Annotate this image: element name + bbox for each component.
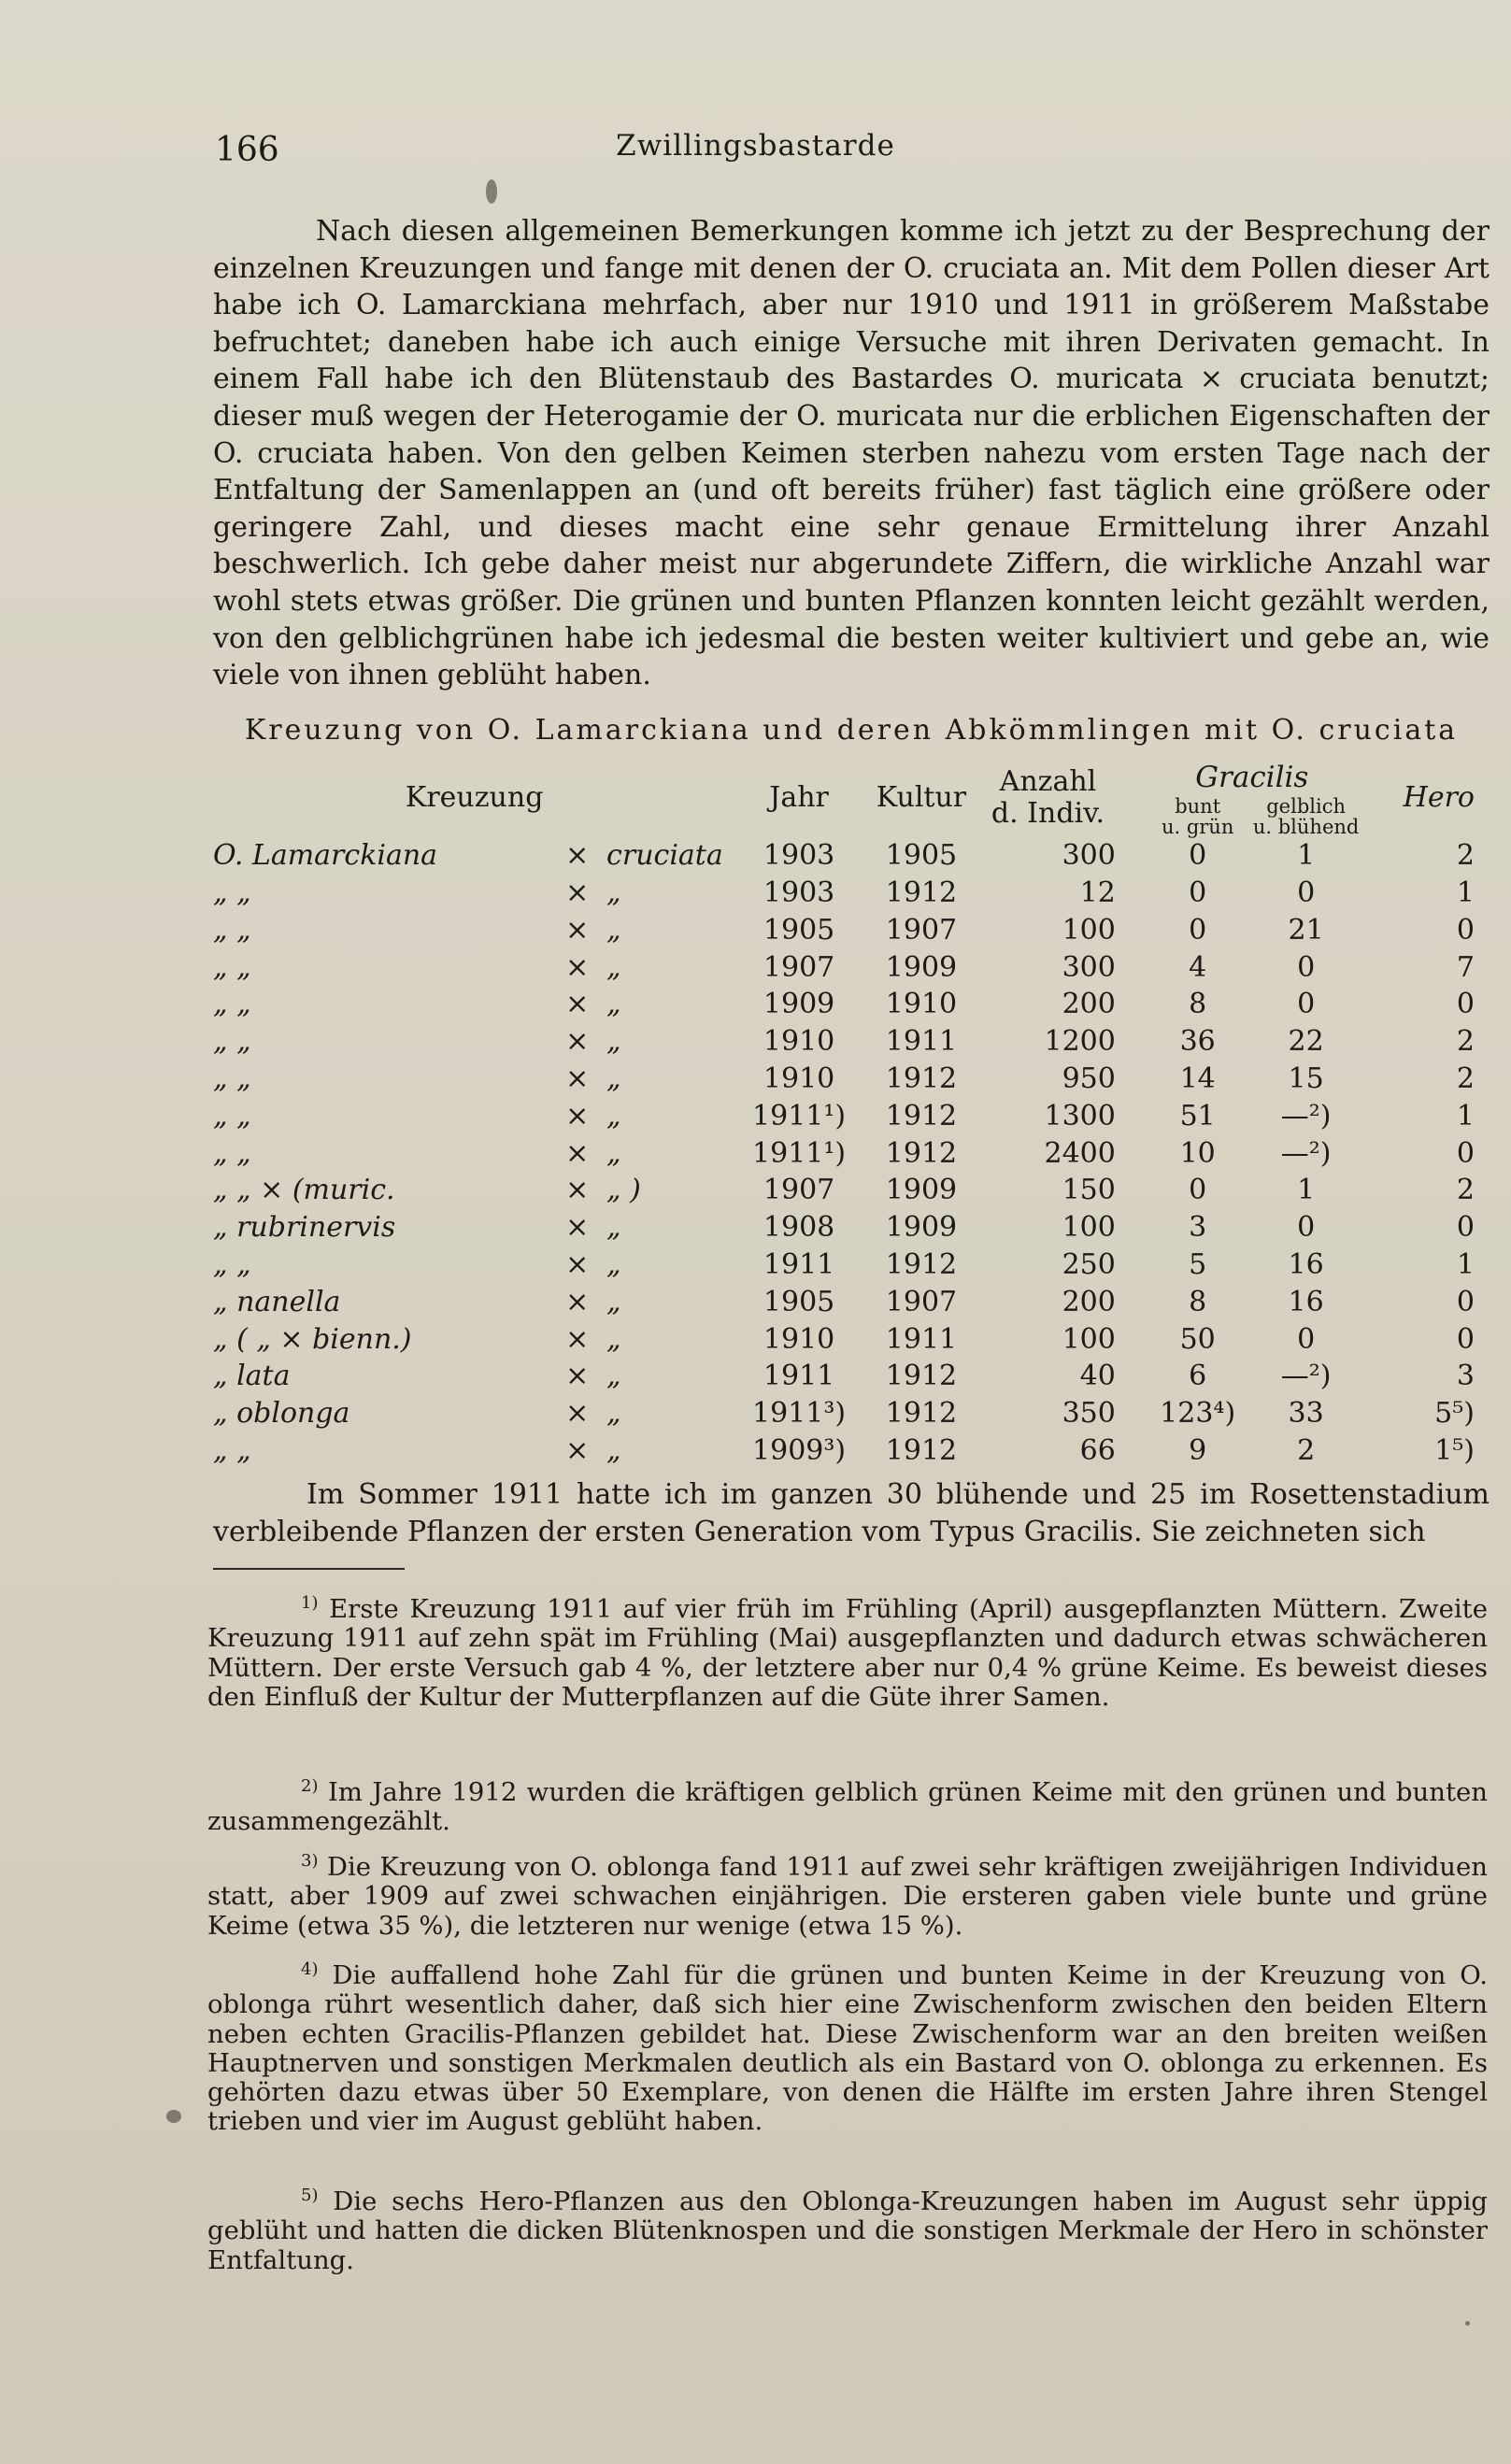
cell-jahr: 1909³) bbox=[752, 1433, 847, 1467]
cell-hero: 3 bbox=[1456, 1360, 1475, 1393]
cell-anzahl: 250 bbox=[1062, 1247, 1116, 1281]
cell-pollen: „ bbox=[606, 1061, 621, 1095]
cell-anzahl: 100 bbox=[1062, 913, 1116, 947]
cell-pollen: „ bbox=[606, 1025, 621, 1059]
cell-hero: 1 bbox=[1456, 876, 1475, 909]
cell-gelblich: 1 bbox=[1297, 839, 1316, 873]
cell-anzahl: 100 bbox=[1062, 1322, 1116, 1356]
cell-gelblich: 0 bbox=[1297, 876, 1316, 909]
cell-gelblich: —²) bbox=[1280, 1099, 1332, 1132]
cell-anzahl: 12 bbox=[1079, 876, 1116, 909]
cell-cross: × bbox=[565, 988, 590, 1021]
cell-bunt: 14 bbox=[1179, 1061, 1216, 1095]
cell-mother: „ nanella bbox=[213, 1285, 341, 1318]
cell-pollen: „ ) bbox=[606, 1174, 641, 1207]
table-row bbox=[213, 1246, 1486, 1284]
cell-gelblich: 33 bbox=[1288, 1397, 1324, 1431]
cell-hero: 1 bbox=[1456, 1247, 1475, 1281]
header-gracilis: Gracilis bbox=[1195, 760, 1309, 794]
table-header-row-1 bbox=[213, 759, 1486, 796]
cell-anzahl: 2400 bbox=[1044, 1136, 1116, 1170]
cell-anzahl: 1300 bbox=[1044, 1099, 1116, 1132]
cell-mother: „ „ bbox=[213, 988, 251, 1021]
cell-pollen: „ bbox=[606, 1322, 621, 1356]
ink-speck bbox=[486, 179, 497, 204]
footnote-text: Die sechs Hero-Pflanzen aus den Oblonga-Kreuzungen haben im August sehr üppig geblüht und hatten die dicken Blütenknospen und die sonstigen Merkmale der Hero in schönster Entfaltung. bbox=[207, 2186, 1488, 2275]
cell-jahr: 1908 bbox=[763, 1211, 835, 1245]
cell-cross: × bbox=[565, 1247, 590, 1281]
cell-cross: × bbox=[565, 1025, 590, 1059]
cell-hero: 2 bbox=[1456, 1061, 1475, 1095]
cell-gelblich: 15 bbox=[1288, 1061, 1324, 1095]
cell-mother: „ „ bbox=[213, 876, 251, 909]
cell-hero: 2 bbox=[1456, 1174, 1475, 1207]
cell-bunt: 51 bbox=[1179, 1099, 1216, 1132]
cell-jahr: 1905 bbox=[763, 913, 835, 947]
cell-mother: „ oblonga bbox=[213, 1397, 350, 1431]
cell-jahr: 1910 bbox=[763, 1061, 835, 1095]
footnote-rule bbox=[213, 1568, 405, 1570]
cell-bunt: 0 bbox=[1189, 839, 1207, 873]
cell-jahr: 1911 bbox=[763, 1247, 835, 1281]
cell-bunt: 9 bbox=[1189, 1433, 1207, 1467]
header-kultur: Kultur bbox=[876, 781, 967, 815]
cross-results-table bbox=[213, 759, 1486, 1469]
cell-mother: „ rubrinervis bbox=[213, 1211, 396, 1245]
cell-kultur: 1911 bbox=[885, 1025, 958, 1059]
cell-hero: 2 bbox=[1456, 839, 1475, 873]
cell-hero: 0 bbox=[1456, 1211, 1475, 1245]
table-row bbox=[213, 1134, 1486, 1172]
cell-cross: × bbox=[565, 1211, 590, 1245]
cell-anzahl: 200 bbox=[1062, 1285, 1116, 1318]
cell-jahr: 1911 bbox=[763, 1360, 835, 1393]
table-row bbox=[213, 1395, 1486, 1432]
cell-hero: 0 bbox=[1456, 1285, 1475, 1318]
ink-speck bbox=[166, 2110, 181, 2123]
footnote-2 bbox=[207, 1772, 1488, 1837]
cell-bunt: 4 bbox=[1189, 950, 1207, 984]
footnote-marker: 3) bbox=[301, 1851, 319, 1871]
header-bunt-line2: u. grün bbox=[1161, 815, 1234, 838]
cell-gelblich: 21 bbox=[1288, 913, 1324, 947]
footnote-5 bbox=[207, 2181, 1488, 2275]
cell-gelblich: —²) bbox=[1280, 1136, 1332, 1170]
cell-anzahl: 40 bbox=[1079, 1360, 1116, 1393]
table-row bbox=[213, 986, 1486, 1023]
cell-anzahl: 300 bbox=[1062, 839, 1116, 873]
cell-hero: 0 bbox=[1456, 1322, 1475, 1356]
header-anzahl-line1: Anzahl bbox=[999, 764, 1097, 798]
cell-jahr: 1909 bbox=[763, 988, 835, 1021]
header-jahr: Jahr bbox=[769, 781, 829, 815]
cell-cross: × bbox=[565, 1360, 590, 1393]
footnote-3 bbox=[207, 1846, 1488, 1941]
cell-gelblich: 0 bbox=[1297, 1322, 1316, 1356]
cell-cross: × bbox=[565, 1322, 590, 1356]
cell-bunt: 36 bbox=[1179, 1025, 1216, 1059]
cell-hero: 1⁵) bbox=[1434, 1433, 1475, 1467]
cell-anzahl: 150 bbox=[1062, 1174, 1116, 1207]
cell-cross: × bbox=[565, 1136, 590, 1170]
cell-gelblich: —²) bbox=[1280, 1360, 1332, 1393]
cell-anzahl: 950 bbox=[1062, 1061, 1116, 1095]
cell-cross: × bbox=[565, 1285, 590, 1318]
cell-bunt: 3 bbox=[1189, 1211, 1207, 1245]
cell-cross: × bbox=[565, 1061, 590, 1095]
body-paragraph-1: Nach diesen allgemeinen Bemerkungen komme ich jetzt zu der Besprechung der einzelnen Kreuzungen und fange mit denen der O. cruciata an. Mit dem Pollen dieser Art habe ich O. Lamarckiana mehrfach, aber nur 1910 und 1911 in größerem Maßstabe befruchtet; daneben habe ich auch einige Versuche mit ihren Derivaten gemacht. In einem Fall habe ich den Blütenstaub des Bastardes O. muricata × cruciata benutzt; dieser muß wegen der Heterogamie der O. muricata nur die erblichen Eigenschaften der O. cruciata haben. Von den gelben Keimen sterben nahezu vom ersten Tage nach der Entfaltung der Samenlappen an (und oft bereits früher) fast täglich eine größere oder geringere Zahl, und dieses macht eine sehr genaue Ermittelung ihrer Anzahl beschwerlich. Ich gebe daher meist nur abgerundete Ziffern, die wirkliche Anzahl war wohl stets etwas größer. Die grünen und bunten Pflanzen konnten leicht gezählt werden, von den gelblichgrünen habe ich jedesmal die besten weiter kultiviert und gebe an, wie viele von ihnen geblüht haben. bbox=[213, 215, 1490, 692]
cell-kultur: 1909 bbox=[885, 1174, 958, 1207]
header-gelb-line1: gelblich bbox=[1266, 794, 1346, 818]
cell-bunt: 10 bbox=[1179, 1136, 1216, 1170]
cell-anzahl: 1200 bbox=[1044, 1025, 1116, 1059]
table-row bbox=[213, 837, 1486, 875]
cell-gelblich: 0 bbox=[1297, 1211, 1316, 1245]
table-row bbox=[213, 1209, 1486, 1246]
cell-hero: 2 bbox=[1456, 1025, 1475, 1059]
cell-jahr: 1911³) bbox=[752, 1397, 847, 1431]
cell-pollen: „ bbox=[606, 1285, 621, 1318]
cell-mother: „ „ bbox=[213, 1061, 251, 1095]
cell-hero: 1 bbox=[1456, 1099, 1475, 1132]
cell-cross: × bbox=[565, 876, 590, 909]
cell-mother: „ „ bbox=[213, 1025, 251, 1059]
table-caption: Kreuzung von O. Lamarckiana und deren Abkömmlingen mit O. cruciata bbox=[244, 714, 1459, 747]
footnote-4 bbox=[207, 1955, 1488, 2136]
cell-kultur: 1905 bbox=[885, 839, 958, 873]
cell-gelblich: 16 bbox=[1288, 1285, 1324, 1318]
table-row bbox=[213, 1432, 1486, 1470]
cell-mother: „ „ bbox=[213, 1433, 251, 1467]
cell-jahr: 1910 bbox=[763, 1025, 835, 1059]
cell-bunt: 8 bbox=[1189, 988, 1207, 1021]
cell-pollen: „ bbox=[606, 1099, 621, 1132]
cell-bunt: 50 bbox=[1179, 1322, 1216, 1356]
cell-anzahl: 100 bbox=[1062, 1211, 1116, 1245]
cell-kultur: 1911 bbox=[885, 1322, 958, 1356]
cell-kultur: 1912 bbox=[885, 1360, 958, 1393]
cell-mother: „ „ bbox=[213, 1247, 251, 1281]
cell-pollen: „ bbox=[606, 876, 621, 909]
cell-kultur: 1912 bbox=[885, 876, 958, 909]
cell-kultur: 1912 bbox=[885, 1247, 958, 1281]
cell-cross: × bbox=[565, 839, 590, 873]
table-row bbox=[213, 1358, 1486, 1395]
footnote-marker: 4) bbox=[301, 1959, 319, 1979]
body-paragraph-2: Im Sommer 1911 hatte ich im ganzen 30 blühende und 25 im Rosettenstadium verbleibende Pflanzen der ersten Generation vom Typus Gracilis. Sie zeichneten sich bbox=[213, 1478, 1490, 1548]
cell-mother: „ „ bbox=[213, 1136, 251, 1170]
header-gelb-line2: u. blühend bbox=[1252, 815, 1360, 838]
footnote-marker: 1) bbox=[301, 1593, 319, 1613]
table-row bbox=[213, 875, 1486, 912]
cell-kultur: 1909 bbox=[885, 1211, 958, 1245]
cell-gelblich: 2 bbox=[1297, 1433, 1316, 1467]
cell-bunt: 0 bbox=[1189, 876, 1207, 909]
cell-hero: 0 bbox=[1456, 1136, 1475, 1170]
cell-gelblich: 1 bbox=[1297, 1174, 1316, 1207]
cell-kultur: 1912 bbox=[885, 1099, 958, 1132]
cell-hero: 5⁵) bbox=[1434, 1397, 1475, 1431]
table-row bbox=[213, 948, 1486, 986]
cell-anzahl: 350 bbox=[1062, 1397, 1116, 1431]
cell-pollen: „ bbox=[606, 1211, 621, 1245]
cell-bunt: 0 bbox=[1189, 1174, 1207, 1207]
header-anzahl-line2: d. Indiv. bbox=[991, 796, 1105, 830]
cell-jahr: 1910 bbox=[763, 1322, 835, 1356]
cell-pollen: cruciata bbox=[606, 839, 723, 873]
cell-pollen: „ bbox=[606, 988, 621, 1021]
cell-mother: „ „ bbox=[213, 913, 251, 947]
header-bunt-line1: bunt bbox=[1175, 794, 1221, 818]
cell-cross: × bbox=[565, 950, 590, 984]
footnote-text: Erste Kreuzung 1911 auf vier früh im Frühling (April) ausgepflanzten Müttern. Zweite Kreuzung 1911 auf zehn spät im Frühling (Mai) ausgepflanzten und dadurch etwas schwächeren Müttern. Der erste Versuch gab 4 %, der letztere aber nur 0,4 % grüne Keime. Es beweist dieses den Einfluß der Kultur der Mutterpflanzen auf die Güte ihrer Samen. bbox=[207, 1594, 1488, 1712]
cell-cross: × bbox=[565, 1433, 590, 1467]
header-hero: Hero bbox=[1403, 781, 1475, 815]
table-row bbox=[213, 1097, 1486, 1134]
cell-bunt: 123⁴) bbox=[1160, 1397, 1236, 1431]
header-bunt bbox=[1144, 796, 1252, 837]
cell-kultur: 1912 bbox=[885, 1061, 958, 1095]
cell-jahr: 1903 bbox=[763, 876, 835, 909]
cell-pollen: „ bbox=[606, 1433, 621, 1467]
footnote-marker: 5) bbox=[301, 2186, 319, 2205]
cell-pollen: „ bbox=[606, 913, 621, 947]
ink-speck bbox=[1465, 2321, 1470, 2326]
cell-cross: × bbox=[565, 913, 590, 947]
cell-kultur: 1912 bbox=[885, 1397, 958, 1431]
cell-pollen: „ bbox=[606, 1397, 621, 1431]
cell-hero: 0 bbox=[1456, 988, 1475, 1021]
footnote-text: Die Kreuzung von O. oblonga fand 1911 auf zwei sehr kräftigen zweijährigen Individuen statt, aber 1909 auf zwei schwachen einjährigen. Die ersteren gaben viele bunte und grüne Keime (etwa 35 %), die letzteren nur wenige (etwa 15 %). bbox=[207, 1852, 1489, 1941]
footnote-1 bbox=[207, 1588, 1488, 1712]
cell-cross: × bbox=[565, 1174, 590, 1207]
page-number: 166 bbox=[215, 131, 279, 169]
footnote-text: Im Jahre 1912 wurden die kräftigen gelblich grünen Keime mit den grünen und bunten zusammengezählt. bbox=[207, 1777, 1488, 1837]
cell-kultur: 1907 bbox=[885, 1285, 958, 1318]
header-gelblich bbox=[1251, 796, 1360, 837]
cell-gelblich: 22 bbox=[1288, 1025, 1324, 1059]
cell-gelblich: 16 bbox=[1288, 1247, 1324, 1281]
cell-jahr: 1911¹) bbox=[752, 1099, 847, 1132]
cell-hero: 0 bbox=[1456, 913, 1475, 947]
cell-pollen: „ bbox=[606, 1247, 621, 1281]
cell-bunt: 5 bbox=[1189, 1247, 1207, 1281]
cell-pollen: „ bbox=[606, 950, 621, 984]
cell-bunt: 8 bbox=[1189, 1285, 1207, 1318]
table-row bbox=[213, 1283, 1486, 1320]
cell-kultur: 1912 bbox=[885, 1433, 958, 1467]
footnote-marker: 2) bbox=[301, 1776, 319, 1796]
cell-mother: „ „ × (muric. bbox=[213, 1174, 395, 1207]
cell-bunt: 6 bbox=[1189, 1360, 1207, 1393]
table-row bbox=[213, 1023, 1486, 1061]
cell-pollen: „ bbox=[606, 1136, 621, 1170]
header-anzahl bbox=[980, 759, 1144, 837]
cell-jahr: 1907 bbox=[763, 1174, 835, 1207]
cell-anzahl: 200 bbox=[1062, 988, 1116, 1021]
cell-jahr: 1903 bbox=[763, 839, 835, 873]
table-row bbox=[213, 1320, 1486, 1358]
running-title: Zwillingsbastarde bbox=[616, 129, 895, 163]
cell-mother: „ ( „ × bienn.) bbox=[213, 1322, 412, 1356]
table-row bbox=[213, 1061, 1486, 1098]
header-kreuzung: Kreuzung bbox=[405, 781, 544, 815]
cell-kultur: 1912 bbox=[885, 1136, 958, 1170]
cell-pollen: „ bbox=[606, 1360, 621, 1393]
cell-bunt: 0 bbox=[1189, 913, 1207, 947]
cell-kultur: 1910 bbox=[885, 988, 958, 1021]
cell-gelblich: 0 bbox=[1297, 988, 1316, 1021]
cell-anzahl: 66 bbox=[1079, 1433, 1116, 1467]
cell-cross: × bbox=[565, 1397, 590, 1431]
cell-jahr: 1905 bbox=[763, 1285, 835, 1318]
table-row bbox=[213, 1172, 1486, 1209]
cell-gelblich: 0 bbox=[1297, 950, 1316, 984]
footnote-text: Die auffallend hohe Zahl für die grünen und bunten Keime in der Kreuzung von O. oblonga rührt wesentlich daher, daß sich hier eine Zwischenform zwischen den beiden Eltern neben echten Gracilis-Pflanzen gebildet hat. Diese Zwischenform war an den breiten weißen Hauptnerven und sonstigen Merkmalen deutlich als ein Bastard von O. oblonga zu erkennen. Es gehörten dazu etwas über 50 Exemplare, von denen die Hälfte im ersten Jahre ihren Stengel trieben und vier im August geblüht haben. bbox=[207, 1960, 1488, 2137]
cell-jahr: 1907 bbox=[763, 950, 835, 984]
cell-kultur: 1909 bbox=[885, 950, 958, 984]
cell-jahr: 1911¹) bbox=[752, 1136, 847, 1170]
cell-mother: O. Lamarckiana bbox=[213, 839, 438, 873]
cell-cross: × bbox=[565, 1099, 590, 1132]
table-row bbox=[213, 911, 1486, 948]
cell-hero: 7 bbox=[1456, 950, 1475, 984]
cell-anzahl: 300 bbox=[1062, 950, 1116, 984]
cell-mother: „ „ bbox=[213, 950, 251, 984]
cell-mother: „ „ bbox=[213, 1099, 251, 1132]
cell-kultur: 1907 bbox=[885, 913, 958, 947]
cell-mother: „ lata bbox=[213, 1360, 291, 1393]
